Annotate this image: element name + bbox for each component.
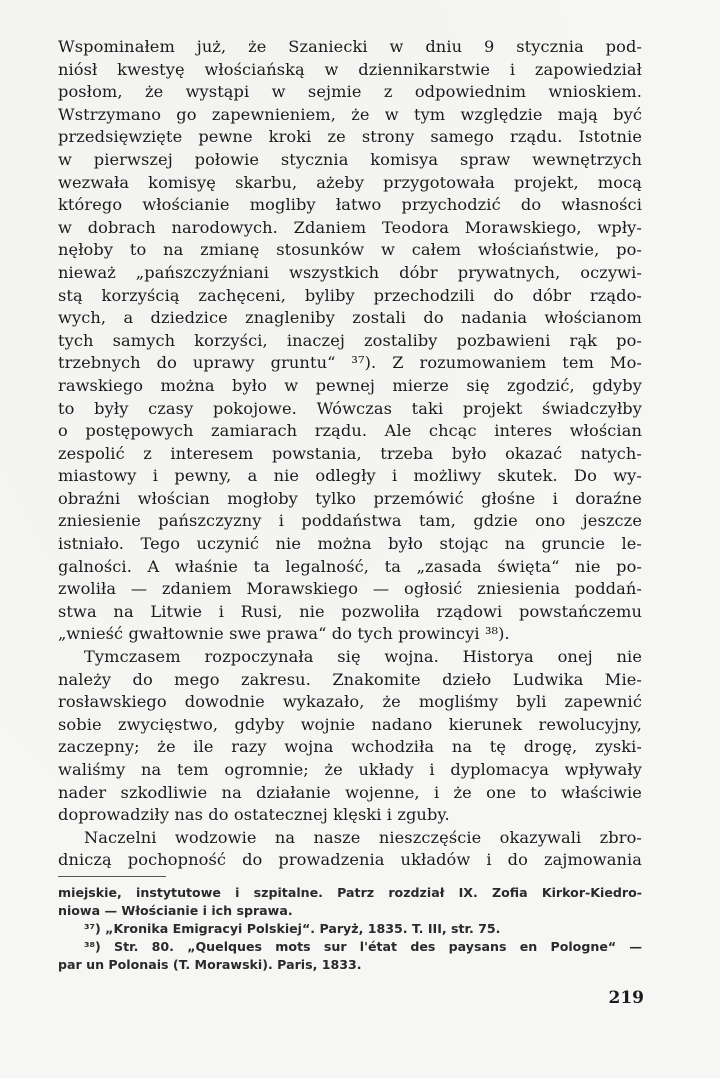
- footnote-line: ³⁸) Str. 80. „Quelques mots sur l'état des paysans en Pologne“ —: [84, 939, 642, 954]
- text-line: którego włościanie mogliby łatwo przychodzić do własności: [58, 195, 642, 215]
- text-line: Wspominałem już, że Szaniecki w dniu 9 stycznia pod-: [58, 37, 642, 56]
- page-number: 219: [608, 988, 644, 1008]
- text-line: wych, a dziedzice znagleniby zostali do nadania włościanom: [58, 308, 642, 328]
- text-line: w pierwszej połowie stycznia komisya spraw wewnętrzych: [58, 149, 642, 169]
- text-line: sobie zwycięstwo, gdyby wojnie nadano kierunek rewolucyjny,: [58, 714, 642, 734]
- text-line: miastowy i pewny, a nie odległy i możliwy skutek. Do wy-: [58, 466, 642, 486]
- footnote-line: niowa — Włościanie i ich sprawa.: [58, 903, 293, 918]
- text-line: nęłoby to na zmianę stosunków w całem włościaństwie, po-: [58, 240, 642, 260]
- text-line: należy do mego zakresu. Znakomite dzieło Ludwika Mie-: [58, 669, 642, 689]
- text-line: „wnieść gwałtownie swe prawa“ do tych prowincyi ³⁸).: [58, 624, 510, 644]
- text-line: stwa na Litwie i Rusi, nie pozwoliła rządowi powstańczemu: [58, 601, 642, 621]
- footnotes: [58, 884, 642, 974]
- text-line: Tymczasem rozpoczynała się wojna. Historya onej nie: [84, 647, 642, 667]
- text-line: rawskiego można było w pewnej mierze się zgodzić, gdyby: [58, 375, 642, 395]
- text-line: zespolić z interesem powstania, trzeba było okazać natych-: [58, 443, 642, 463]
- text-line: stą korzyścią zachęceni, byliby przechodzili do dóbr rządo-: [58, 285, 642, 305]
- footnote-line: par un Polonais (T. Morawski). Paris, 1833.: [58, 957, 362, 972]
- text-line: zwoliła — zdaniem Morawskiego — ogłosić zniesienia poddań-: [58, 579, 642, 599]
- text-line: nader szkodliwie na działanie wojenne, i że one to właściwie: [58, 782, 642, 802]
- text-line: trzebnych do uprawy gruntu“ ³⁷). Z rozumowaniem tem Mo-: [58, 353, 642, 373]
- text-line: tych samych korzyści, inaczej zostaliby pozbawieni rąk po-: [58, 330, 642, 350]
- text-line: waliśmy na tem ogromnie; że układy i dyplomacya wpływały: [58, 760, 642, 779]
- text-line: wezwała komisyę skarbu, ażeby przygotowała projekt, mocą: [58, 172, 642, 192]
- footnote-line: ³⁷) „Kronika Emigracyi Polskiej“. Paryż, 1835. T. III, str. 75.: [84, 921, 501, 936]
- text-line: Naczelni wodzowie na nasze nieszczęście okazywali zbro-: [84, 827, 642, 847]
- text-line: niósł kwestyę włościańską w dziennikarstwie i zapowiedział: [58, 59, 642, 79]
- text-line: zniesienie pańszczyzny i poddaństwa tam, gdzie ono jeszcze: [58, 511, 642, 531]
- text-line: doprowadziły nas do ostatecznej klęski i zguby.: [58, 805, 450, 825]
- text-line: o postępowych zamiarach rządu. Ale chcąc interes włościan: [58, 421, 642, 441]
- text-line: galności. A właśnie ta legalność, ta „zasada święta“ nie po-: [58, 556, 642, 576]
- text-line: rosławskiego dowodnie wykazało, że mogliśmy byli zapewnić: [58, 692, 642, 712]
- footnote-divider: [58, 876, 166, 877]
- text-line: istniało. Tego uczynić nie można było stojąc na gruncie le-: [58, 534, 642, 554]
- text-line: nieważ „pańszczyźniani wszystkich dóbr prywatnych, oczywi-: [58, 262, 642, 282]
- text-line: zaczepny; że ile razy wojna wchodziła na tę drogę, zyski-: [58, 737, 642, 757]
- text-line: posłom, że wystąpi w sejmie z odpowiednim wnioskiem.: [58, 82, 642, 102]
- text-line: to były czasy pokojowe. Wówczas taki projekt świadczyłby: [58, 398, 642, 418]
- text-line: przedsięwzięte pewne kroki ze strony samego rządu. Istotnie: [58, 127, 642, 147]
- text-line: Wstrzymano go zapewnieniem, że w tym względzie mają być: [58, 104, 642, 124]
- footnote-line: miejskie, instytutowe i szpitalne. Patrz rozdział IX. Zofia Kirkor-Kiedro-: [58, 885, 642, 900]
- main-text: [58, 36, 642, 872]
- text-line: dniczą pochopność do prowadzenia układów i do zajmowania: [58, 850, 642, 870]
- text-line: w dobrach narodowych. Zdaniem Teodora Morawskiego, wpły-: [58, 217, 642, 237]
- text-line: obraźni włościan mogłoby tylko przemówić głośne i doraźne: [58, 488, 642, 508]
